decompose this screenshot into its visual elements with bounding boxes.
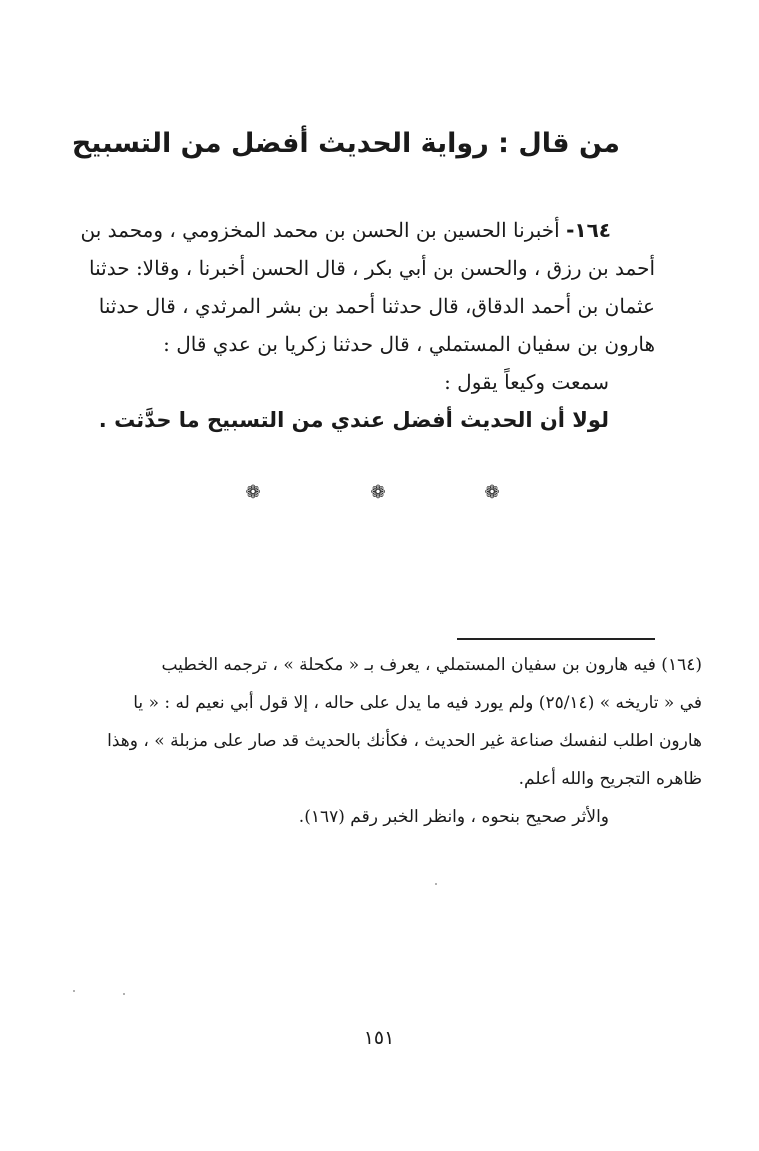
hadith-line-5: سمعت وكيعاً يقول :: [444, 370, 609, 394]
hadith-line-2: أحمد بن رزق ، والحسن بن أبي بكر ، قال الحسن أخبرنا ، وقالا: حدثنا: [89, 256, 655, 280]
hadith-line-1-text: أخبرنا الحسين بن الحسن بن محمد المخزومي ، ومحمد بن: [80, 218, 560, 242]
footnote-line-3: هارون اطلب لنفسك صناعة غير الحديث ، فكأنك بالحديث قد صار على مزبلة » ، وهذا: [107, 731, 702, 751]
scan-speck: [435, 883, 437, 885]
scan-speck: [123, 993, 125, 995]
footnote-line-1: (١٦٤) فيه هارون بن سفيان المستملي ، يعرف بـ « مكحلة » ، ترجمه الخطيب: [161, 655, 702, 675]
scan-speck: [73, 990, 75, 992]
hadith-line-1: [80, 213, 611, 247]
footnote-divider: [457, 638, 655, 640]
hadith-number: ١٦٤-: [566, 218, 611, 242]
footnote-line-2: في « تاريخه » (٢٥/١٤) ولم يورد فيه ما يدل على حاله ، إلا قول أبي نعيم له : « يا: [133, 693, 702, 713]
wakee-quote: لولا أن الحديث أفضل عندي من التسبيح ما حدَّثت .: [98, 408, 609, 432]
ornament-flower-icon: ❁: [245, 482, 261, 503]
section-ornaments: [225, 482, 525, 512]
page-number: ١٥١: [363, 1027, 395, 1049]
chapter-heading: من قال : رواية الحديث أفضل من التسبيح: [71, 128, 620, 159]
hadith-line-3: عثمان بن أحمد الدقاق، قال حدثنا أحمد بن بشر المرثدي ، قال حدثنا: [98, 294, 655, 318]
hadith-line-4: هارون بن سفيان المستملي ، قال حدثنا زكريا بن عدي قال :: [163, 332, 655, 356]
footnote-line-4: ظاهره التجريح والله أعلم.: [518, 769, 702, 789]
footnote-line-5: والأثر صحيح بنحوه ، وانظر الخبر رقم (١٦٧).: [298, 807, 609, 827]
ornament-flower-icon: ❁: [370, 482, 386, 503]
ornament-flower-icon: ❁: [484, 482, 500, 503]
